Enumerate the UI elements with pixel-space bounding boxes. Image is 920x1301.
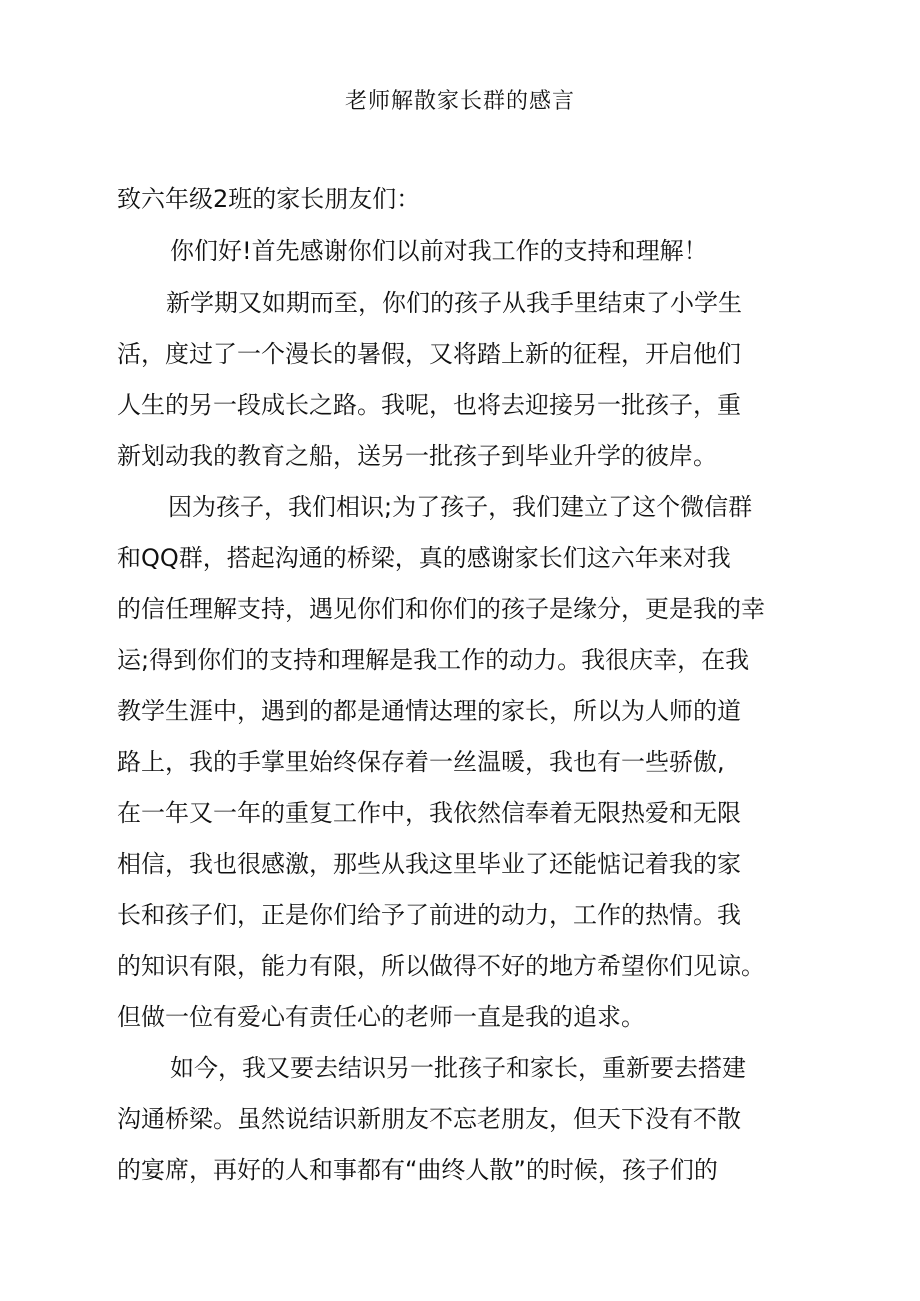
text-line: 你们好!首先感谢你们以前对我工作的支持和理解！ xyxy=(170,237,708,265)
text-line: 教学生涯中，遇到的都是通情达理的家长，所以为人师的道 xyxy=(117,697,741,725)
text-line: 活，度过了一个漫长的暑假，又将踏上新的征程，开启他们 xyxy=(117,340,741,368)
text-line: 长和孩子们，正是你们给予了前进的动力，工作的热情。我 xyxy=(117,901,741,929)
text-line: 路上，我的手掌里始终保存着一丝温暖，我也有一些骄傲, xyxy=(117,748,725,776)
text-line: 新划动我的教育之船，送另一批孩子到毕业升学的彼岸。 xyxy=(117,442,717,470)
text-line: 人生的另一段成长之路。我呢，也将去迎接另一批孩子，重 xyxy=(117,391,741,419)
text-line: 运;得到你们的支持和理解是我工作的动力。我很庆幸，在我 xyxy=(117,646,750,674)
text-line: 的宴席，再好的人和事都有“曲终人散”的时候，孩子们的 xyxy=(117,1156,718,1184)
text-line: 在一年又一年的重复工作中，我依然信奉着无限热爱和无限 xyxy=(117,799,741,827)
text-line: 的信任理解支持，遇见你们和你们的孩子是缘分，更是我的幸 xyxy=(117,595,765,623)
text-line: 但做一位有爱心有责任心的老师一直是我的追求。 xyxy=(117,1003,645,1031)
text-line: 相信，我也很感激，那些从我这里毕业了还能惦记着我的家 xyxy=(117,850,741,878)
text-line: 如今，我又要去结识另一批孩子和家长，重新要去搭建 xyxy=(170,1054,746,1082)
text-line: 因为孩子，我们相识;为了孩子，我们建立了这个微信群 xyxy=(168,493,753,521)
text-line: 新学期又如期而至，你们的孩子从我手里结束了小学生 xyxy=(166,289,742,317)
text-line: 和QQ群，搭起沟通的桥梁，真的感谢家长们这六年来对我 xyxy=(117,544,731,572)
salutation-line: 致六年级2班的家长朋友们： xyxy=(117,185,421,213)
document-title: 老师解散家长群的感言 xyxy=(344,89,575,114)
text-line: 沟通桥梁。虽然说结识新朋友不忘老朋友，但天下没有不散 xyxy=(117,1105,741,1133)
text-line: 的知识有限，能力有限，所以做得不好的地方希望你们见谅。 xyxy=(117,952,765,980)
